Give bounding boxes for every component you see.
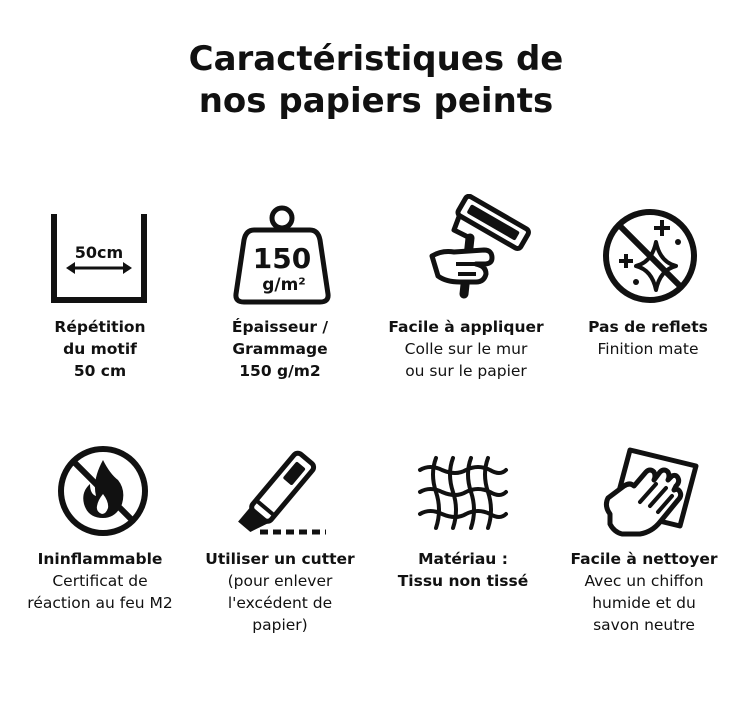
feature-fireproof-label: Ininflammable Certificat de réaction au feu M2 [27,550,173,612]
feature-repeat-label: Répétition du motif 50 cm [54,318,146,380]
repeat-size-text: 50cm [74,243,124,262]
cleaning-hand-icon [600,446,700,542]
feature-apply-label: Facile à appliquer Colle sur le mur ou sur le papier [388,318,544,380]
weight-icon [232,204,332,308]
feature-matte-label: Pas de reflets Finition mate [588,318,708,358]
no-fire-icon [56,444,150,538]
repeat-pattern-icon [50,212,148,306]
feature-material-label: Matériau : Tissu non tissé [397,550,529,590]
non-woven-fabric-icon [416,454,510,532]
page-title [0,38,752,122]
weight-unit-text: g/m² [262,275,306,295]
title-line-2: nos papiers peints [198,81,554,121]
feature-cutter-label: Utiliser un cutter (pour enlever l'excédent de papier) [205,550,355,634]
feature-weight-label: Épaisseur / Grammage 150 g/m2 [231,318,329,380]
paint-roller-icon [420,194,532,306]
feature-cleaning-label: Facile à nettoyer Avec un chiffon humide et du savon neutre [570,550,718,634]
no-shine-icon [600,206,700,306]
cutter-icon [226,446,334,542]
weight-value-text: 150 [252,242,312,275]
title-line-1: Caractéristiques de [188,39,564,79]
